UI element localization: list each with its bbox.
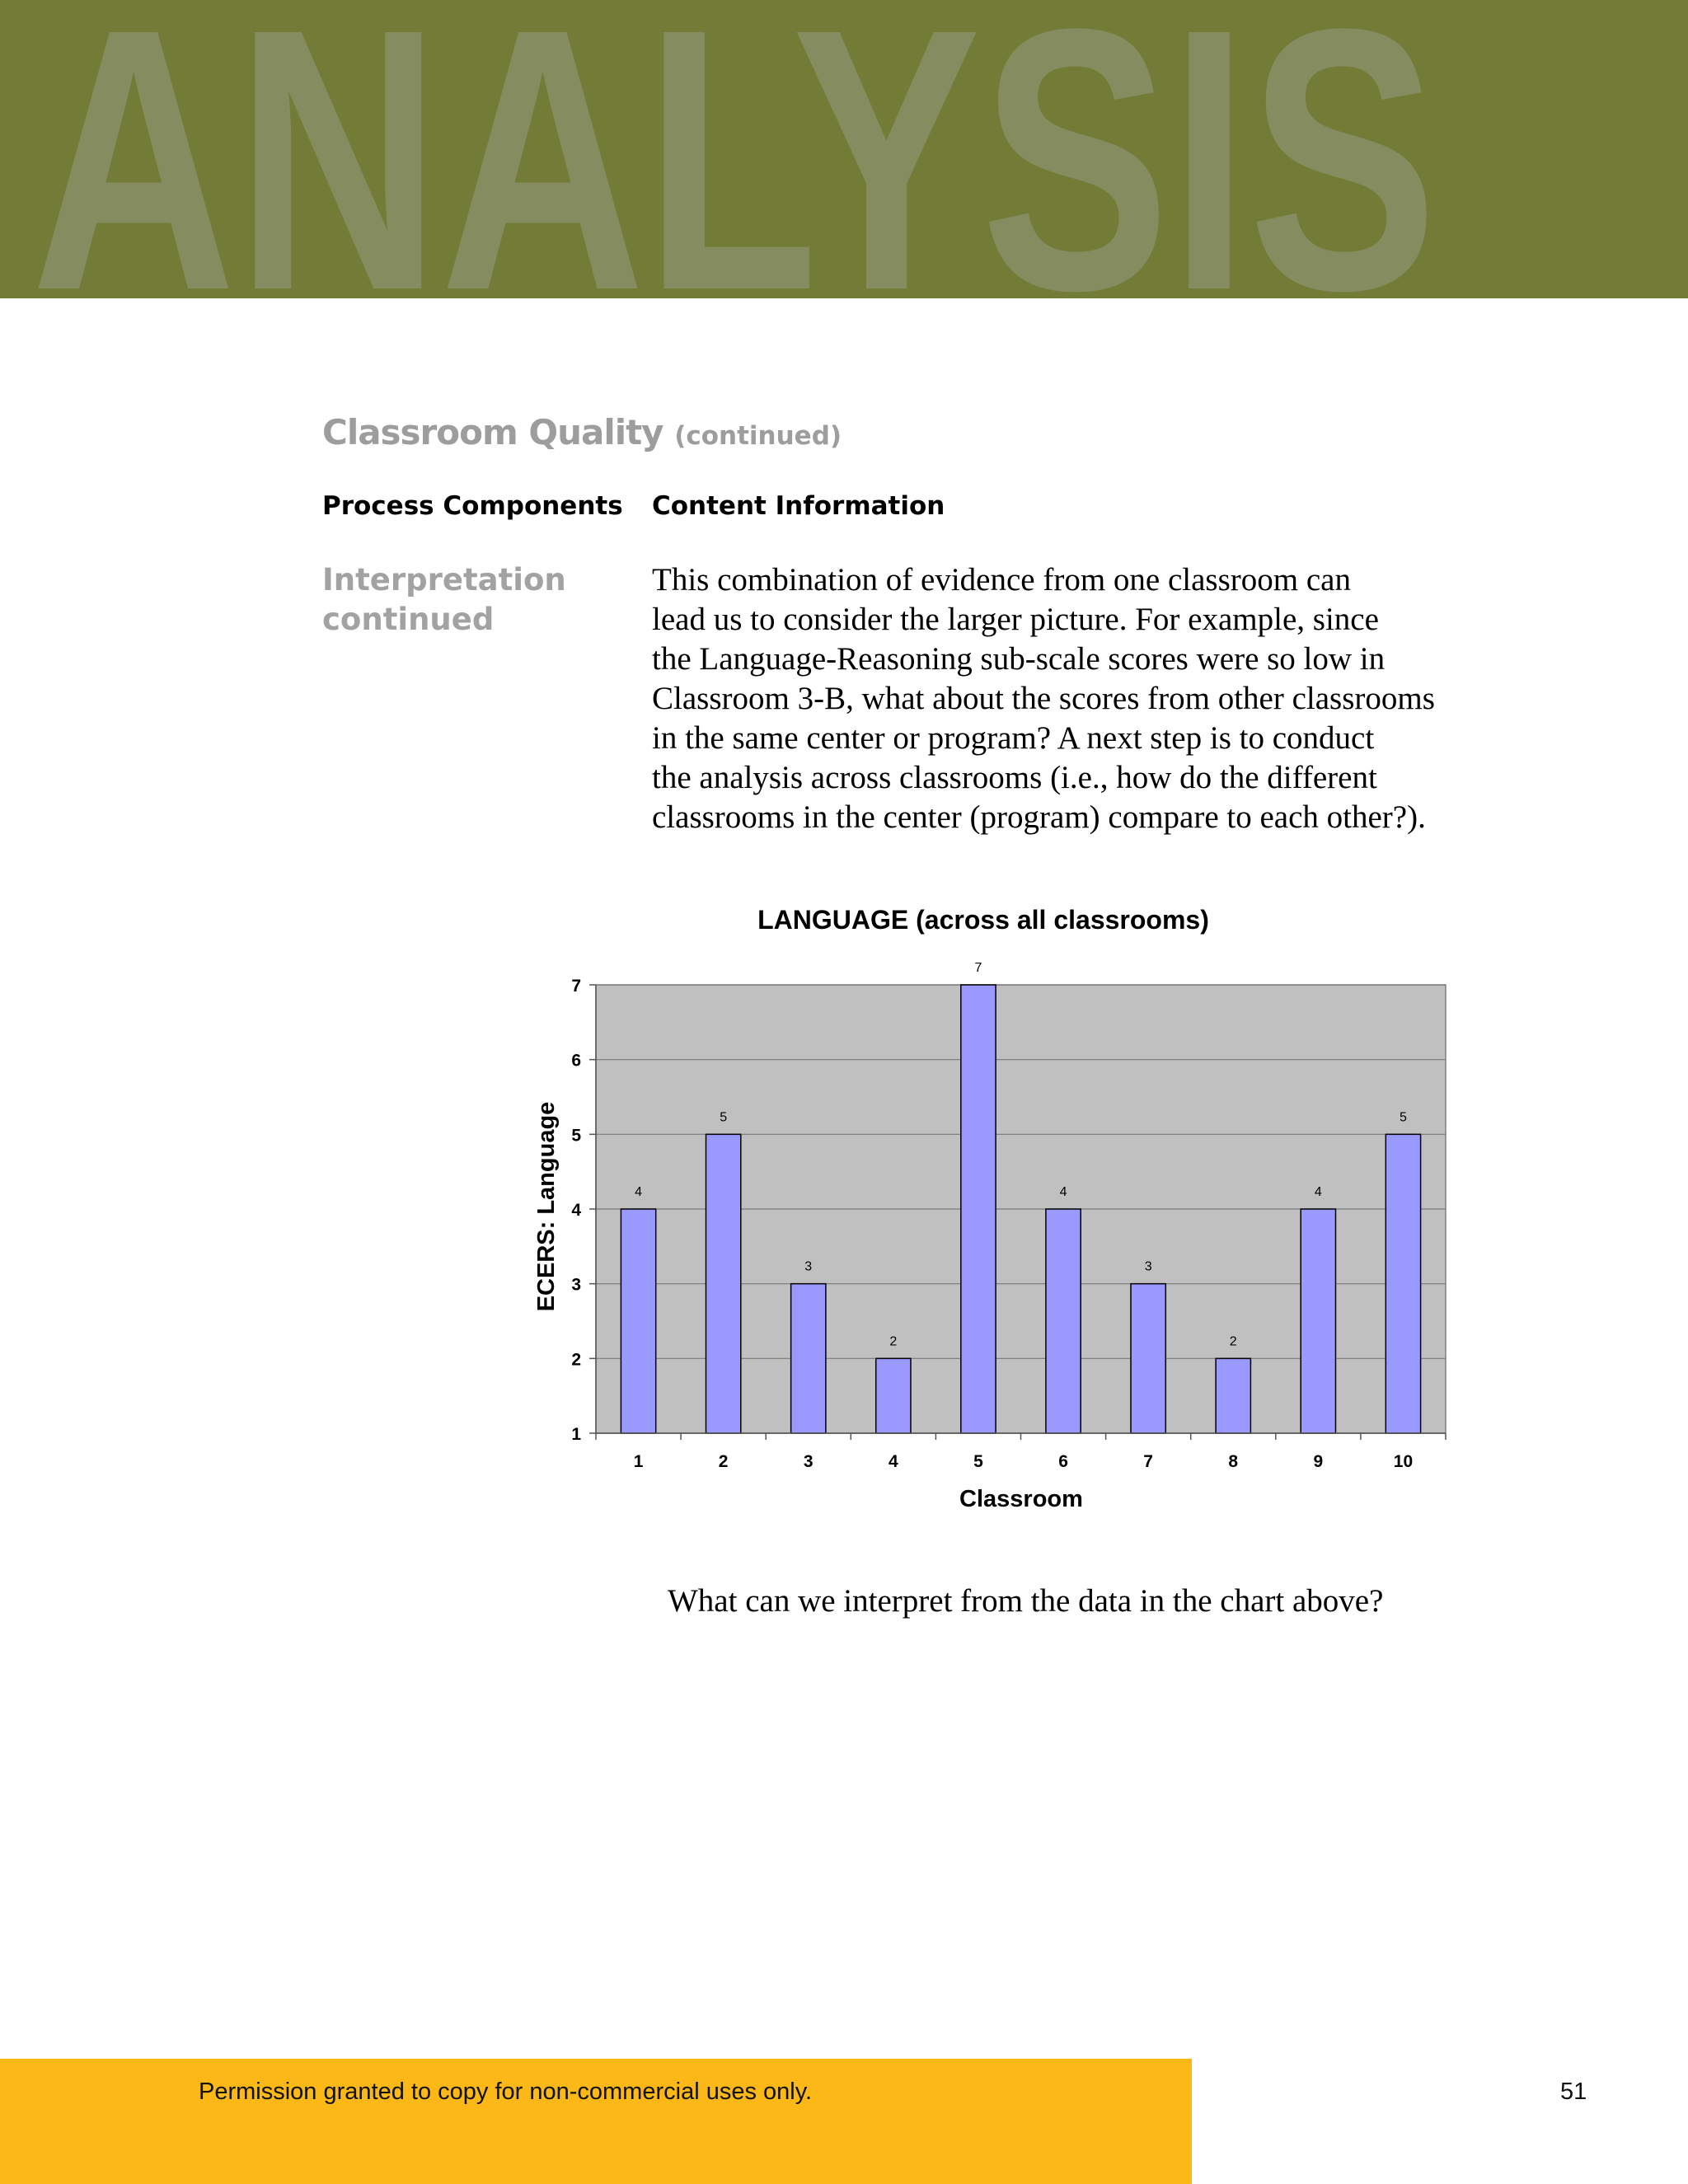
y-tick-label: 3 — [571, 1275, 581, 1295]
data-label: 3 — [804, 1259, 813, 1274]
x-tick-label: 3 — [803, 1452, 814, 1471]
data-label: 7 — [974, 961, 982, 975]
body-line: in the same center or program? A next step is to conduct — [652, 720, 1375, 756]
interpretation-question: What can we interpret from the data in the chart above? — [668, 1583, 1384, 1619]
chart-title: LANGUAGE (across all classrooms) — [757, 905, 1209, 935]
data-label: 5 — [720, 1110, 728, 1125]
banner-watermark — [31, 7, 1441, 298]
column-header-content: Content Information — [652, 491, 945, 521]
x-tick-label: 5 — [973, 1452, 983, 1471]
body-line: Classroom 3-B, what about the scores from other classrooms — [652, 681, 1435, 716]
bar-classroom-8 — [1216, 1358, 1250, 1433]
bar-classroom-7 — [1131, 1284, 1165, 1433]
body-line: This combination of evidence from one classroom can — [652, 562, 1351, 598]
body-line: lead us to consider the larger picture. For example, since — [652, 602, 1379, 637]
footer-bar — [0, 2059, 1192, 2184]
data-label: 2 — [889, 1334, 898, 1349]
body-line: classrooms in the center (program) compare to each other?). — [652, 799, 1426, 835]
x-tick-label: 4 — [889, 1452, 898, 1471]
footer-permission-note: Permission granted to copy for non-commercial uses only. — [199, 2079, 813, 2105]
body-line: the Language-Reasoning sub-scale scores were so low in — [652, 641, 1386, 677]
body-paragraph — [652, 560, 1476, 837]
bar-classroom-2 — [706, 1134, 741, 1433]
data-label: 3 — [1144, 1259, 1152, 1274]
x-tick-label: 10 — [1393, 1452, 1414, 1471]
y-tick-label: 7 — [571, 977, 581, 996]
section-title-suffix: (continued) — [674, 421, 842, 451]
x-tick-label: 2 — [718, 1452, 729, 1471]
body-line: the analysis across classrooms (i.e., how do the different — [652, 760, 1377, 795]
section-title-main: Classroom Quality — [322, 412, 663, 452]
y-axis-label: ECERS: Language — [533, 1101, 560, 1312]
x-axis-label: Classroom — [959, 1486, 1083, 1512]
y-tick-label: 4 — [571, 1201, 581, 1220]
interpretation-label-line1: Interpretation — [322, 562, 566, 598]
interpretation-label-line2: continued — [322, 602, 495, 637]
bar-classroom-10 — [1386, 1134, 1420, 1433]
x-tick-label: 1 — [633, 1452, 644, 1471]
data-label: 2 — [1229, 1334, 1237, 1349]
x-tick-label: 7 — [1143, 1452, 1153, 1471]
interpretation-label — [322, 560, 603, 640]
y-tick-label: 1 — [571, 1425, 581, 1444]
bar-classroom-1 — [621, 1209, 655, 1433]
x-tick-label: 8 — [1228, 1452, 1239, 1471]
bar-classroom-4 — [876, 1358, 911, 1433]
y-tick-label: 6 — [571, 1051, 581, 1071]
x-tick-label: 6 — [1058, 1452, 1068, 1471]
bar-classroom-6 — [1046, 1209, 1081, 1433]
section-title — [322, 412, 842, 452]
bar-classroom-9 — [1301, 1209, 1335, 1433]
data-label: 4 — [1059, 1185, 1067, 1199]
column-header-process: Process Components — [322, 491, 623, 521]
data-label: 5 — [1399, 1110, 1407, 1125]
banner-word: ANALYSIS — [31, 7, 1437, 298]
header-banner — [0, 0, 1688, 298]
page-number: 51 — [1560, 2079, 1587, 2105]
bar-classroom-5 — [961, 985, 996, 1433]
bar-classroom-3 — [791, 1284, 826, 1433]
data-label: 4 — [1314, 1185, 1322, 1199]
data-label: 4 — [635, 1185, 643, 1199]
y-tick-label: 5 — [571, 1126, 581, 1146]
y-tick-label: 2 — [571, 1350, 581, 1370]
language-bar-chart — [519, 898, 1475, 1525]
x-tick-label: 9 — [1313, 1452, 1324, 1471]
